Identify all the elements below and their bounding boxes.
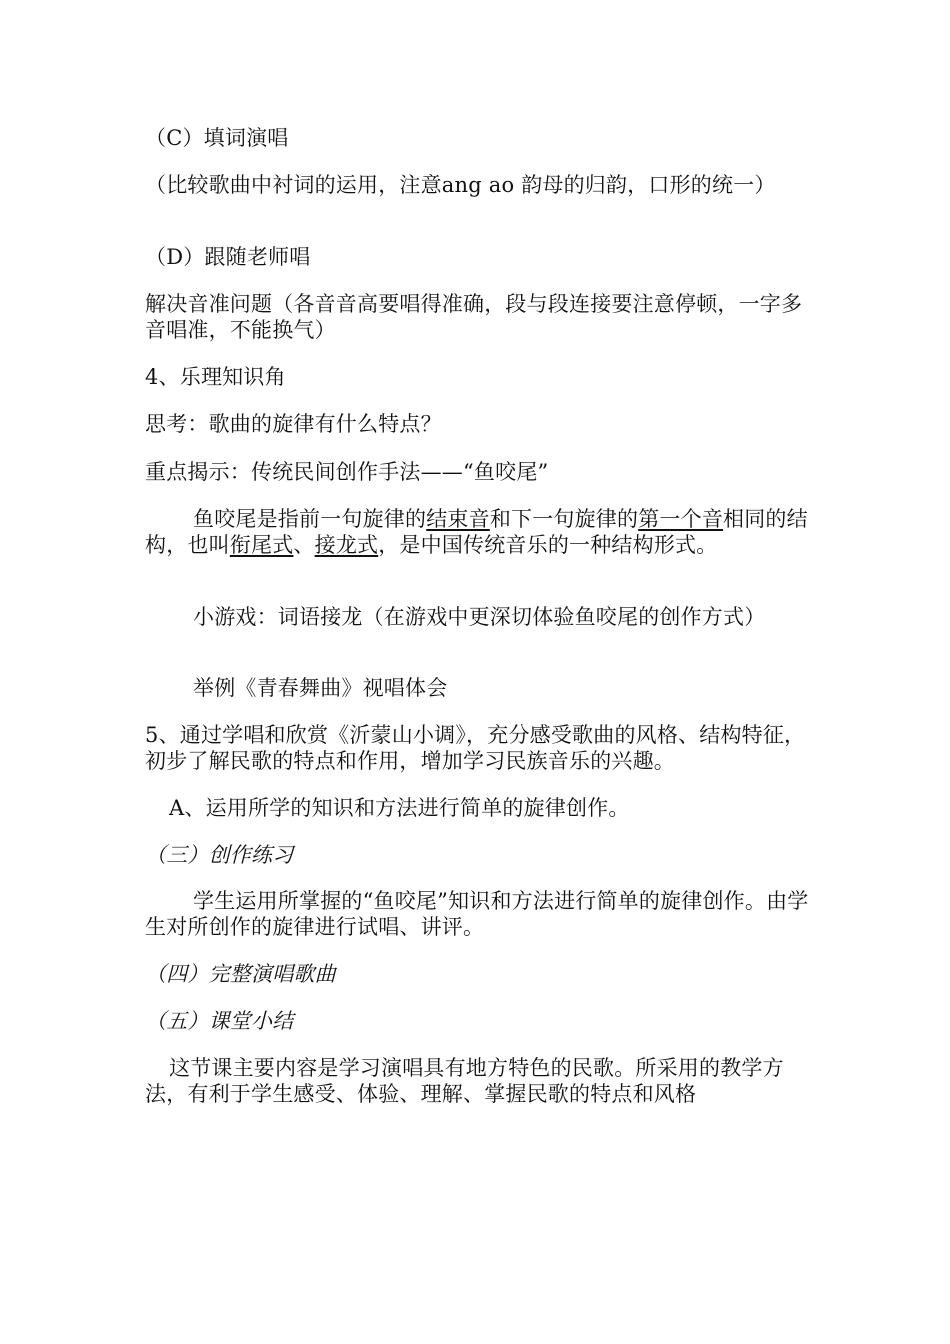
underlined-term-first-note: 第一个音 <box>638 507 724 531</box>
paragraph-fish-bite-tail <box>145 506 810 558</box>
text-segment: 、 <box>293 533 315 557</box>
text-segment: ，是中国传统音乐的一种结构形式。 <box>378 533 718 557</box>
underlined-term-end-note: 结束音 <box>426 507 490 531</box>
heading-follow-teacher: （D）跟随老师唱 <box>145 245 311 269</box>
heading-full-performance: （四）完整演唱歌曲 <box>145 962 336 986</box>
text-segment: 鱼咬尾是指前一句旋律的 <box>193 507 427 531</box>
heading-music-theory: 4、乐理知识角 <box>145 365 286 389</box>
paragraph-think: 思考：歌曲的旋律有什么特点？ <box>145 412 442 436</box>
text-segment: 相同的结构，也叫 <box>145 507 808 557</box>
heading-fill-lyrics: （C）填词演唱 <box>145 126 289 150</box>
heading-creative-practice: （三）创作练习 <box>145 843 294 867</box>
paragraph-example: 举例《青春舞曲》视唱体会 <box>193 676 448 700</box>
text-segment: 和下一句旋律的 <box>489 507 639 531</box>
paragraph-word-game: 小游戏：词语接龙（在游戏中更深切体验鱼咬尾的创作方式） <box>193 605 766 629</box>
paragraph-student-creation: 学生运用所掌握的“鱼咬尾”知识和方法进行简单的旋律创作。由学生对所创作的旋律进行试唱、讲评。 <box>145 889 809 939</box>
paragraph-summary: 这节课主要内容是学习演唱具有地方特色的民歌。所采用的教学方法，有利于学生感受、体验、理解、掌握民歌的特点和风格 <box>145 1056 784 1106</box>
paragraph-key-point: 重点揭示：传统民间创作手法——“鱼咬尾” <box>145 460 549 484</box>
paragraph-item-a: A、运用所学的知识和方法进行简单的旋律创作。 <box>169 796 630 820</box>
underlined-term-xianwei: 衔尾式 <box>229 533 294 557</box>
paragraph-intonation: 解决音准问题（各音音高要唱得准确，段与段连接要注意停顿，一字多音唱准，不能换气） <box>145 292 803 342</box>
heading-summary: （五）课堂小结 <box>145 1009 294 1033</box>
underlined-term-jielong: 接龙式 <box>314 533 379 557</box>
paragraph-lyrics-note: （比较歌曲中衬词的运用，注意ang ao 韵母的归韵，口形的统一） <box>145 173 776 197</box>
paragraph-item-5: 5、通过学唱和欣赏《沂蒙山小调》，充分感受歌曲的风格、结构特征，初步了解民歌的特点和作用，增加学习民族音乐的兴趣。 <box>145 723 806 773</box>
